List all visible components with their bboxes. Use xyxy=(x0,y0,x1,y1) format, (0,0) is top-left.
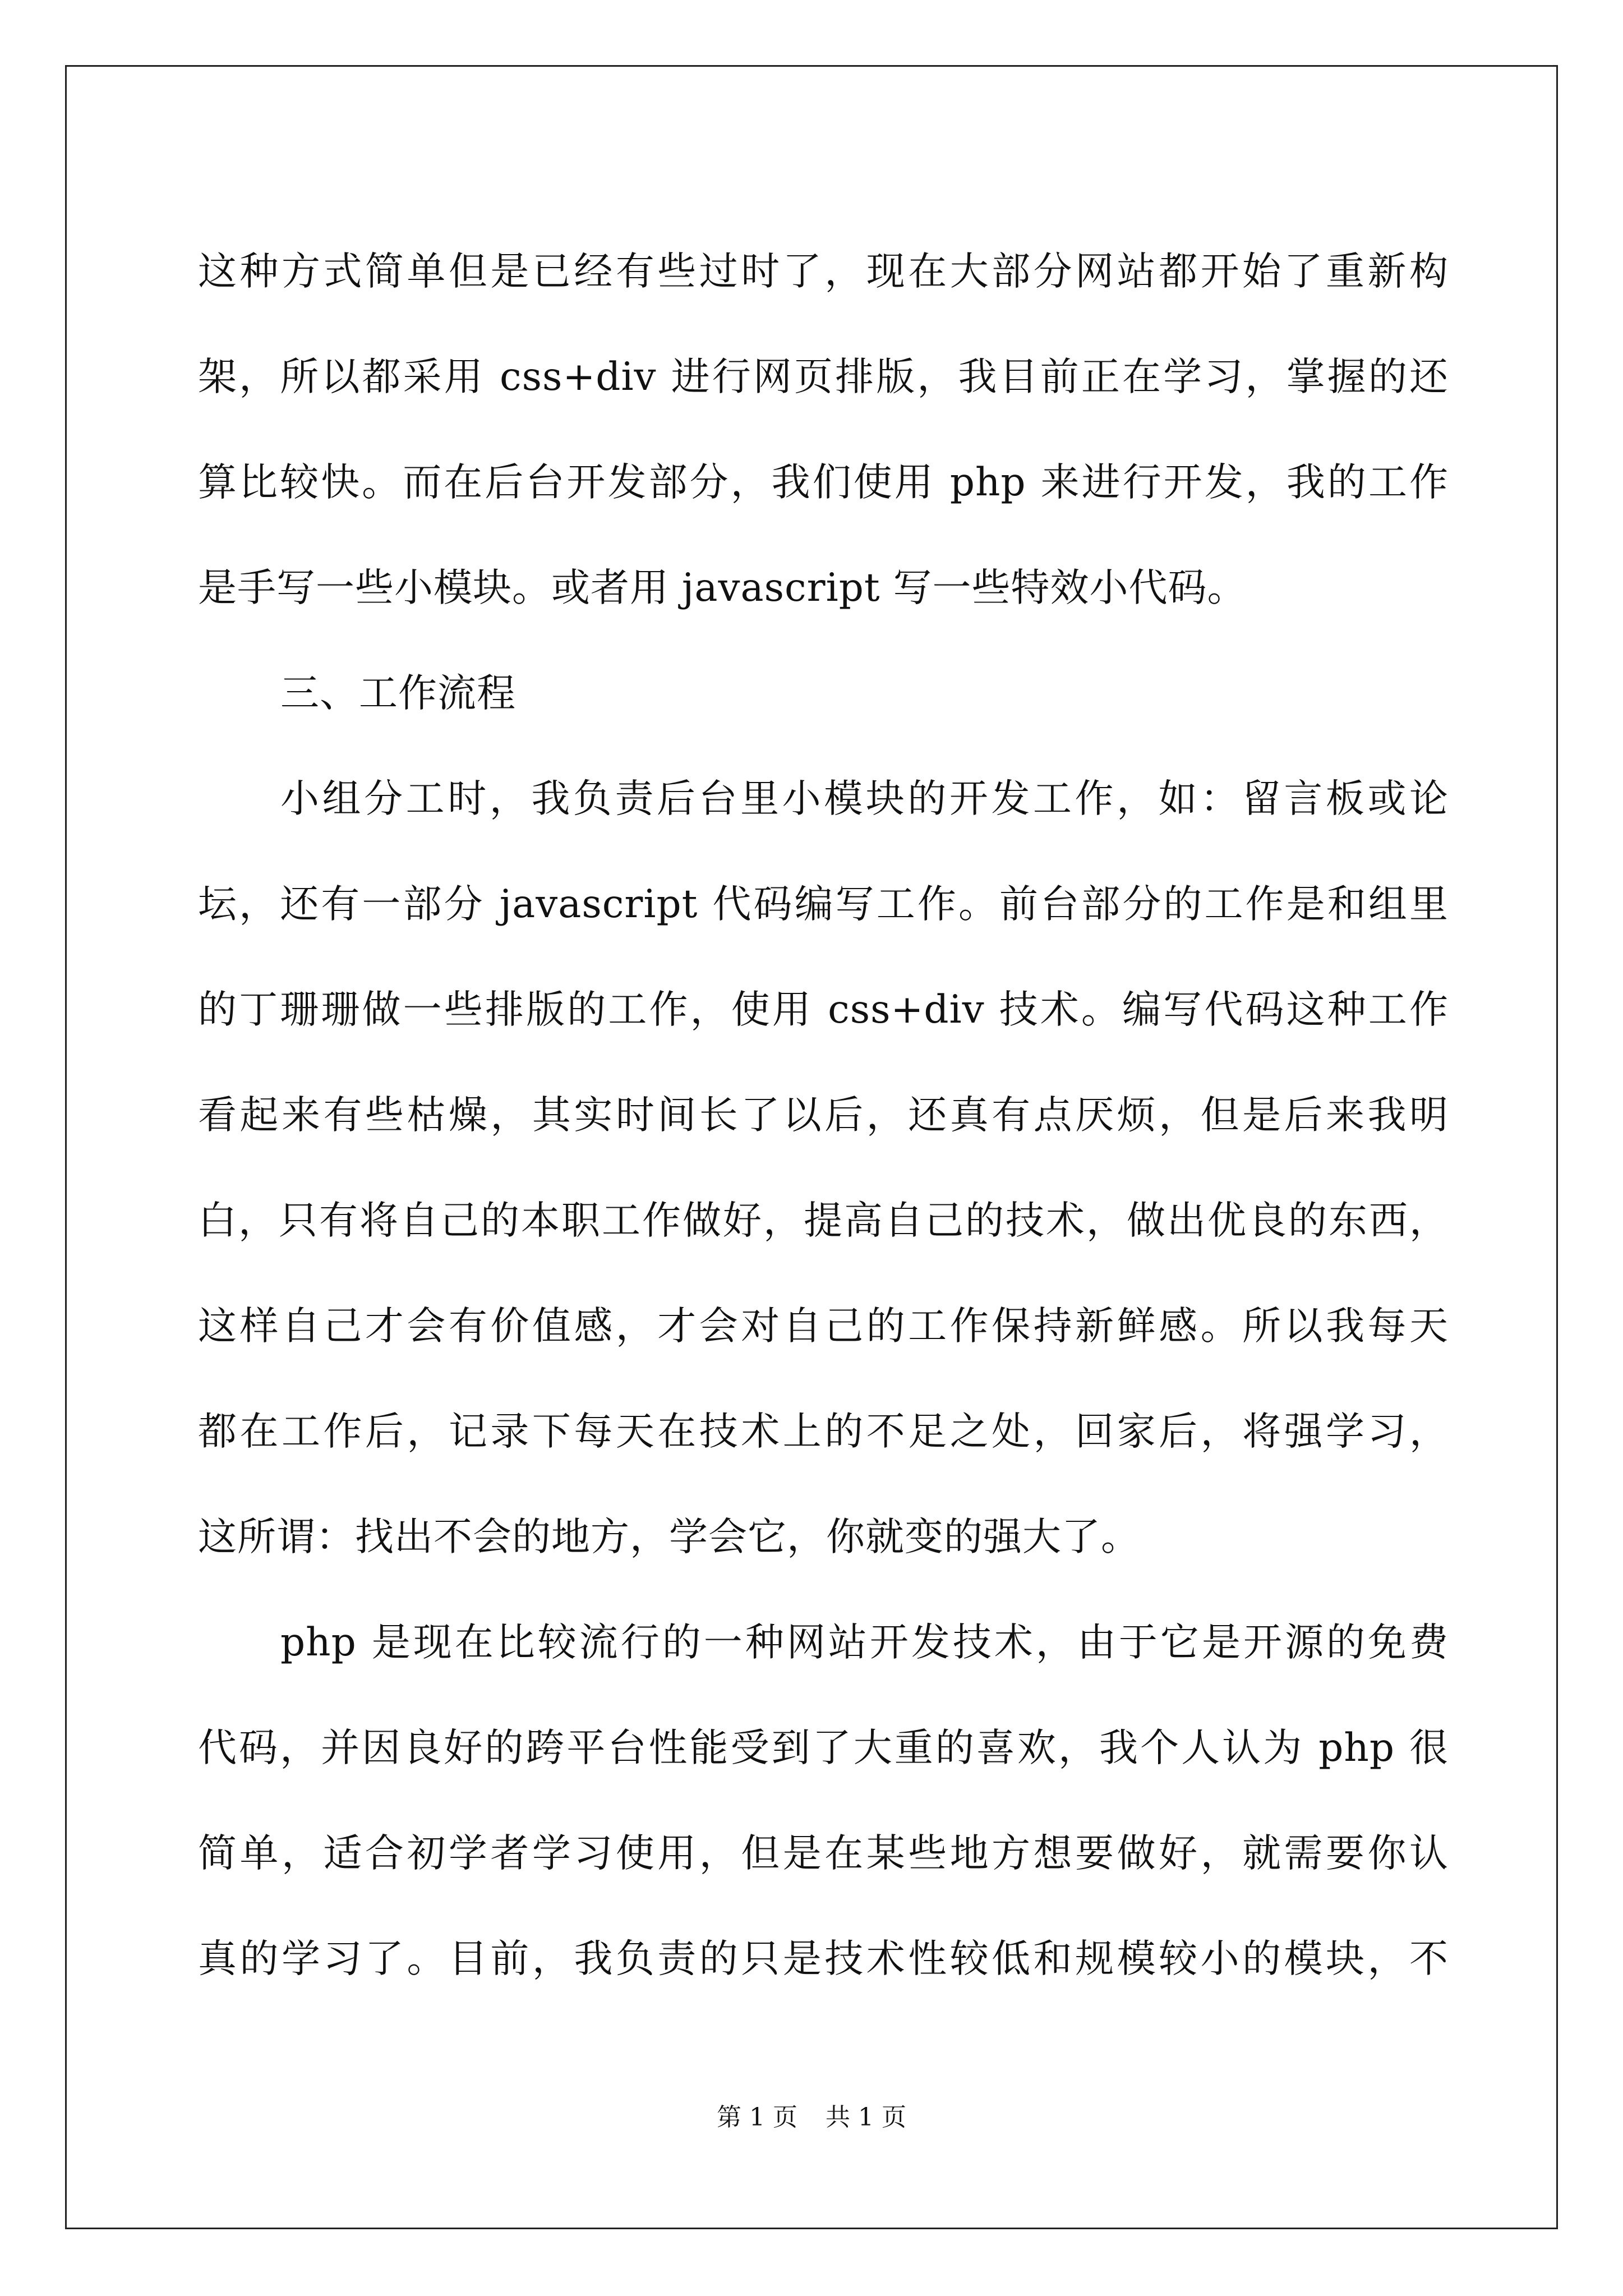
text-line: 简单，适合初学者学习使用，但是在某些地方想要做好，就需要你认 xyxy=(198,1831,1449,1876)
text-line: 算比较快。而在后台开发部分，我们使用 php 来进行开发，我的工作 xyxy=(198,460,1449,505)
text-line: 的丁珊珊做一些排版的工作，使用 css+div 技术。编写代码这种工作 xyxy=(198,987,1449,1032)
section-heading: 三、工作流程 xyxy=(280,671,516,716)
text-line: 代码，并因良好的跨平台性能受到了大重的喜欢，我个人认为 php 很 xyxy=(198,1726,1449,1770)
page-number: 第 1 页 xyxy=(717,2103,797,2132)
text-line: 真的学习了。目前，我负责的只是技术性较低和规模较小的模块，不 xyxy=(198,1936,1449,1981)
text-line: 架，所以都采用 css+div 进行网页排版，我目前正在学习，掌握的还 xyxy=(198,355,1449,399)
text-line: 白，只有将自己的本职工作做好，提高自己的技术，做出优良的东西， xyxy=(198,1198,1449,1243)
text-line: php 是现在比较流行的一种网站开发技术，由于它是开源的免费 xyxy=(280,1620,1449,1665)
text-line: 坛，还有一部分 javascript 代码编写工作。前台部分的工作是和组里 xyxy=(198,882,1449,927)
text-line: 是手写一些小模块。或者用 javascript 写一些特效小代码。 xyxy=(198,565,1247,610)
text-line: 看起来有些枯燥，其实时间长了以后，还真有点厌烦，但是后来我明 xyxy=(198,1093,1449,1138)
text-line: 这种方式简单但是已经有些过时了，现在大部分网站都开始了重新构 xyxy=(198,249,1449,294)
text-line: 这样自己才会有价值感，才会对自己的工作保持新鲜感。所以我每天 xyxy=(198,1304,1449,1349)
document-body xyxy=(198,219,1449,2012)
page-total: 共 1 页 xyxy=(826,2103,906,2132)
text-line: 这所谓：找出不会的地方，学会它，你就变的强大了。 xyxy=(198,1515,1140,1559)
page-footer xyxy=(0,2097,1623,2133)
text-line: 小组分工时，我负责后台里小模块的开发工作，如：留言板或论 xyxy=(280,776,1449,821)
text-line: 都在工作后，记录下每天在技术上的不足之处，回家后，将强学习， xyxy=(198,1409,1449,1454)
